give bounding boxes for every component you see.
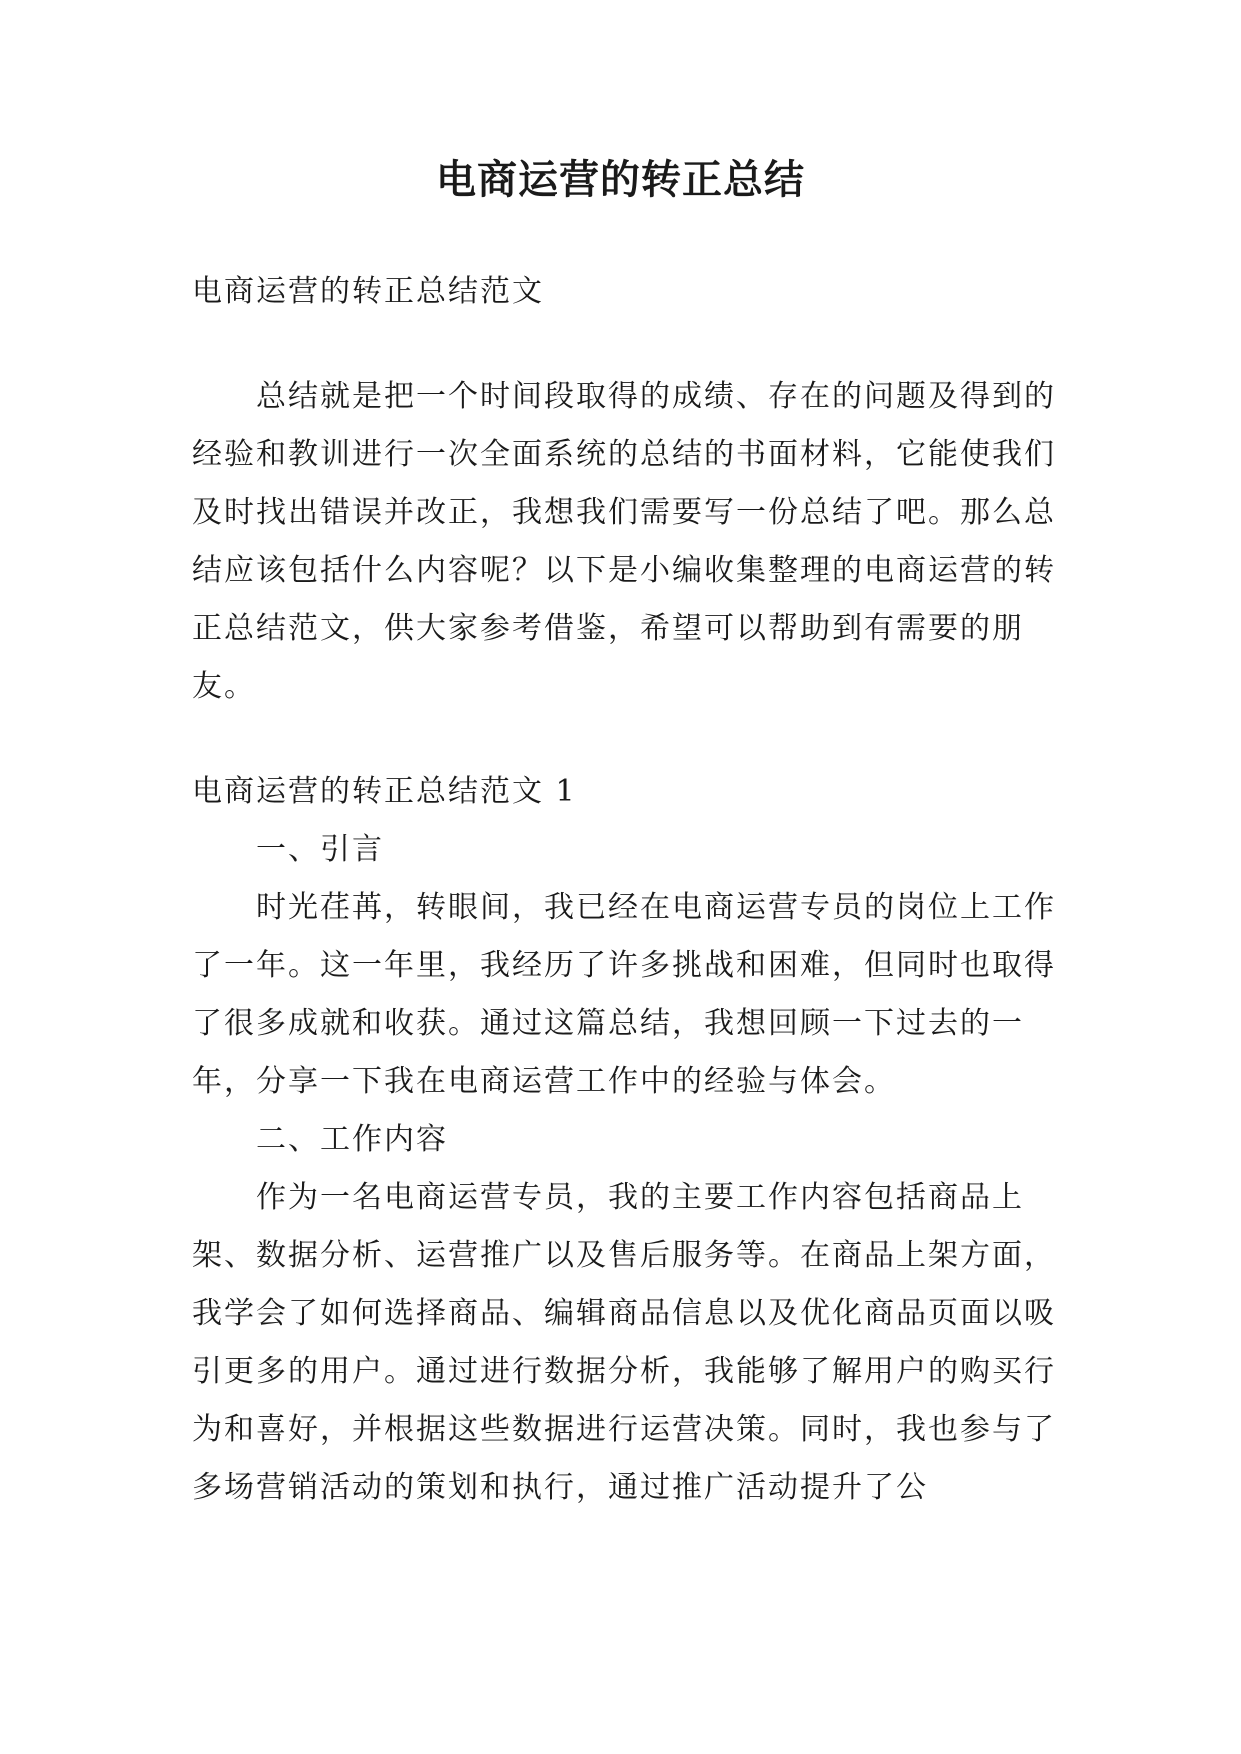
introduction-paragraph: 时光荏苒，转眼间，我已经在电商运营专员的岗位上工作了一年。这一年里，我经历了许多挑战和困难，但同时也取得了很多成就和收获。通过这篇总结，我想回顾一下过去的一年，分享一下我在电商运营工作中的经验与体会。 <box>192 890 1056 1099</box>
spacer <box>192 716 1072 763</box>
document-title: 电商运营的转正总结 <box>436 156 805 203</box>
section-heading-introduction: 一、引言 <box>256 832 384 867</box>
spacer <box>192 321 1072 368</box>
document-body <box>192 263 1072 1517</box>
work-content-paragraph: 作为一名电商运营专员，我的主要工作内容包括商品上架、数据分析、运营推广以及售后服务等。在商品上架方面，我学会了如何选择商品、编辑商品信息以及优化商品页面以吸引更多的用户。通过进行数据分析，我能够了解用户的购买行为和喜好，并根据这些数据进行运营决策。同时，我也参与了多场营销活动的策划和执行，通过推广活动提升了公 <box>192 1180 1056 1505</box>
section-heading-work-content: 二、工作内容 <box>256 1122 448 1157</box>
section-title: 电商运营的转正总结范文 1 <box>192 774 577 809</box>
intro-paragraph: 总结就是把一个时间段取得的成绩、存在的问题及得到的经验和教训进行一次全面系统的总结的书面材料，它能使我们及时找出错误并改正，我想我们需要写一份总结了吧。那么总结应该包括什么内容呢？以下是小编收集整理的电商运营的转正总结范文，供大家参考借鉴，希望可以帮助到有需要的朋友。 <box>192 379 1056 704</box>
document-subtitle: 电商运营的转正总结范文 <box>192 274 544 309</box>
